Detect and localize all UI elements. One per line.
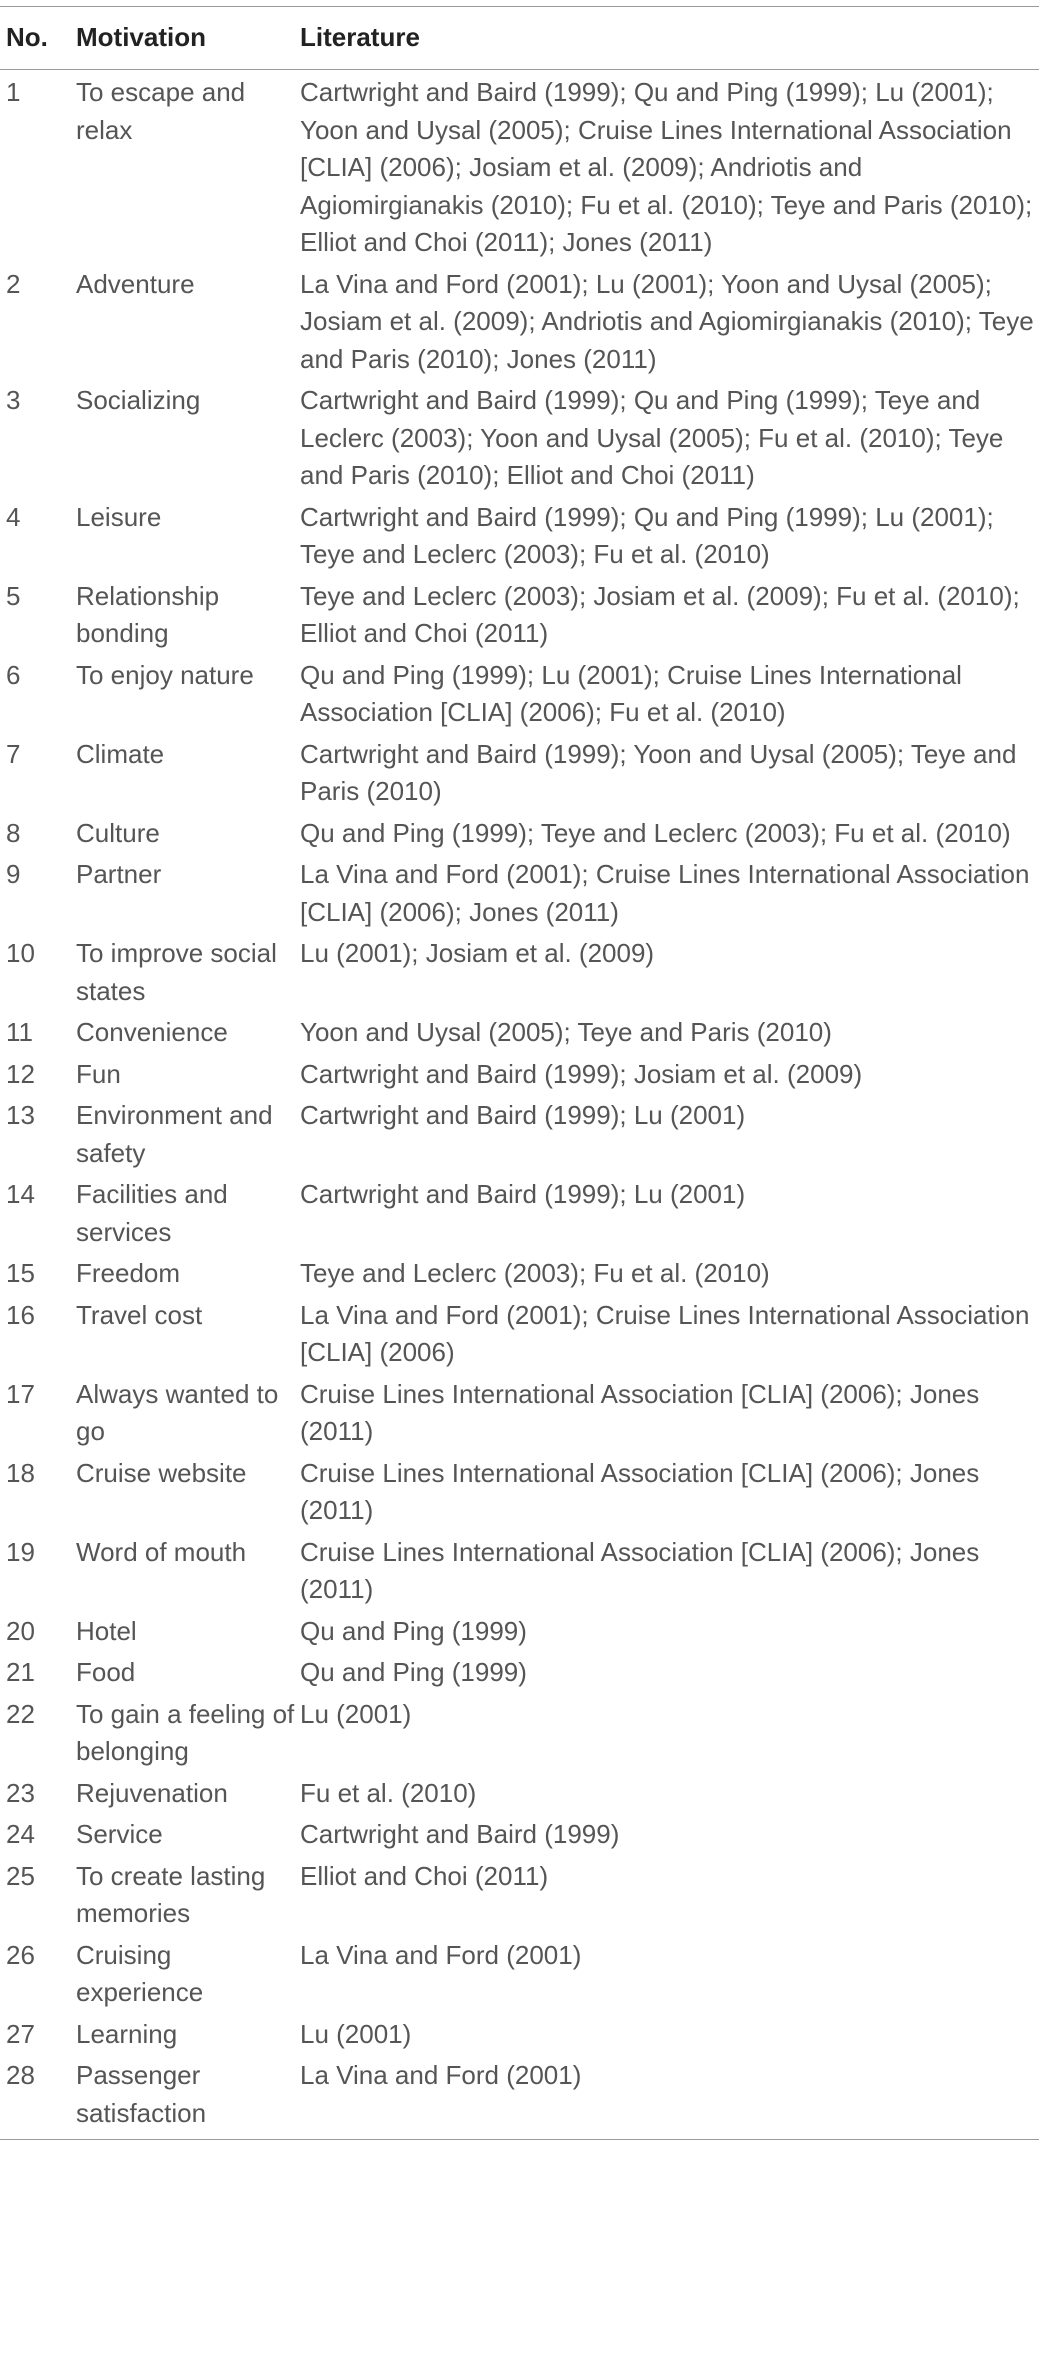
table-row <box>0 811 1039 853</box>
table-row <box>0 1172 1039 1251</box>
row-number: 21 <box>6 1657 35 1687</box>
table-row <box>0 1854 1039 1933</box>
row-literature: Qu and Ping (1999); Teye and Leclerc (2003); Fu et al. (2010) <box>300 817 1011 848</box>
row-literature: Teye and Leclerc (2003); Josiam et al. (2009); Fu et al. (2010); Elliot and Choi (2011) <box>300 580 1020 648</box>
row-number: 16 <box>6 1299 35 1330</box>
table-row <box>0 1609 1039 1651</box>
table-row <box>0 732 1039 811</box>
row-literature: Yoon and Uysal (2005); Teye and Paris (2010) <box>300 1017 832 1047</box>
row-motivation: To escape and relax <box>76 77 246 145</box>
row-literature: La Vina and Ford (2001) <box>300 1939 582 1970</box>
table-row <box>0 1692 1039 1771</box>
table-row <box>0 574 1039 653</box>
row-literature: Lu (2001) <box>300 2018 412 2049</box>
table-row <box>0 931 1039 1010</box>
row-number: 19 <box>6 1536 35 1567</box>
row-literature: La Vina and Ford (2001); Cruise Lines International Association [CLIA] (2006) <box>300 1299 1030 1367</box>
row-number: 2 <box>6 268 21 299</box>
row-literature: Lu (2001); Josiam et al. (2009) <box>300 938 655 968</box>
row-motivation: Service <box>76 1819 163 1849</box>
row-number: 14 <box>6 1179 35 1209</box>
header-motivation: Motivation <box>76 7 300 70</box>
row-literature: La Vina and Ford (2001); Cruise Lines International Association [CLIA] (2006); Jones (2011) <box>300 859 1030 927</box>
row-motivation: Freedom <box>76 1258 181 1288</box>
row-motivation: Climate <box>76 738 165 769</box>
row-number: 8 <box>6 817 21 848</box>
table-row <box>0 1771 1039 1813</box>
row-number: 24 <box>6 1819 35 1849</box>
table-row <box>0 262 1039 379</box>
table-row <box>0 1812 1039 1854</box>
table-row <box>0 2012 1039 2054</box>
row-literature: Cartwright and Baird (1999); Qu and Ping (1999); Lu (2001); Yoon and Uysal (2005); Cruise Lines International Association [CLIA] (2006); Josiam et al. (2009); Andriotis and Agiomirgianakis (2010); Fu et al. (2010); Teye and Paris (2010); Elliot and Choi (2011); Jones (2011) <box>300 77 1033 257</box>
table-row <box>0 1010 1039 1052</box>
row-motivation: Facilities and services <box>76 1179 228 1247</box>
row-literature: Cartwright and Baird (1999); Qu and Ping (1999); Teye and Leclerc (2003); Yoon and Uysal (2005); Fu et al. (2010); Teye and Paris (2010); Elliot and Choi (2011) <box>300 385 1004 490</box>
row-motivation: Hotel <box>76 1615 137 1646</box>
row-motivation: Food <box>76 1657 136 1687</box>
table-row <box>0 378 1039 495</box>
row-literature: Cartwright and Baird (1999); Lu (2001) <box>300 1179 746 1209</box>
table-row <box>0 1451 1039 1530</box>
table-row <box>0 1251 1039 1293</box>
row-number: 1 <box>6 77 21 107</box>
row-motivation: Leisure <box>76 501 162 532</box>
table-row <box>0 1530 1039 1609</box>
row-motivation: Adventure <box>76 268 195 299</box>
row-motivation: Cruising experience <box>76 1939 204 2007</box>
row-motivation: Rejuvenation <box>76 1777 228 1808</box>
row-literature: Cartwright and Baird (1999); Josiam et al. (2009) <box>300 1058 863 1089</box>
row-number: 10 <box>6 938 35 968</box>
row-motivation: Environment and safety <box>76 1100 273 1168</box>
row-number: 5 <box>6 580 21 611</box>
table-body <box>0 70 1039 2140</box>
table-row <box>0 1650 1039 1692</box>
row-literature: Qu and Ping (1999); Lu (2001); Cruise Lines International Association [CLIA] (2006); Fu et al. (2010) <box>300 659 962 727</box>
row-literature: La Vina and Ford (2001); Lu (2001); Yoon and Uysal (2005); Josiam et al. (2009); Andriotis and Agiomirgianakis (2010); Teye and Paris (2010); Jones (2011) <box>300 268 1034 374</box>
row-number: 25 <box>6 1860 35 1891</box>
row-number: 4 <box>6 501 21 532</box>
row-number: 12 <box>6 1058 35 1089</box>
row-motivation: Socializing <box>76 385 201 415</box>
row-literature: Elliot and Choi (2011) <box>300 1860 549 1891</box>
row-motivation: Partner <box>76 859 162 889</box>
table-row <box>0 1052 1039 1094</box>
row-motivation: To improve social states <box>76 938 277 1006</box>
row-motivation: Cruise website <box>76 1457 247 1488</box>
row-literature: Cartwright and Baird (1999) <box>300 1819 620 1849</box>
row-literature: Fu et al. (2010) <box>300 1777 477 1808</box>
table-row <box>0 1293 1039 1372</box>
header-no: No. <box>0 7 76 70</box>
row-number: 27 <box>6 2018 35 2049</box>
motivation-literature-table <box>0 6 1039 2140</box>
row-literature: Qu and Ping (1999) <box>300 1615 527 1646</box>
row-literature: Lu (2001) <box>300 1698 412 1729</box>
row-motivation: Travel cost <box>76 1299 203 1330</box>
row-number: 3 <box>6 385 21 415</box>
row-literature: Cartwright and Baird (1999); Qu and Ping (1999); Lu (2001); Teye and Leclerc (2003); Fu et al. (2010) <box>300 501 994 569</box>
row-number: 23 <box>6 1777 35 1808</box>
table-header <box>0 7 1039 70</box>
row-number: 22 <box>6 1698 35 1729</box>
row-literature: Qu and Ping (1999) <box>300 1657 527 1687</box>
row-motivation: To create lasting memories <box>76 1860 266 1928</box>
table-row <box>0 653 1039 732</box>
row-motivation: Learning <box>76 2018 178 2049</box>
row-number: 17 <box>6 1378 35 1409</box>
row-number: 7 <box>6 738 21 769</box>
row-motivation: Culture <box>76 817 160 848</box>
table-row <box>0 70 1039 262</box>
row-motivation: Always wanted to go <box>76 1378 279 1446</box>
row-motivation: Passenger satisfaction <box>76 2053 300 2140</box>
row-literature: Cruise Lines International Association [CLIA] (2006); Jones (2011) <box>300 1536 980 1604</box>
row-literature: Cartwright and Baird (1999); Lu (2001) <box>300 1100 746 1130</box>
row-literature: La Vina and Ford (2001) <box>300 2053 1039 2140</box>
header-row <box>0 7 1039 70</box>
row-motivation: To gain a feeling of belonging <box>76 1698 295 1766</box>
row-number: 18 <box>6 1457 35 1488</box>
row-number: 9 <box>6 859 21 889</box>
table-row <box>0 1933 1039 2012</box>
row-motivation: To enjoy nature <box>76 659 254 690</box>
row-number: 13 <box>6 1100 35 1130</box>
header-literature: Literature <box>300 7 1039 70</box>
row-motivation: Fun <box>76 1058 121 1089</box>
row-literature: Cruise Lines International Association [CLIA] (2006); Jones (2011) <box>300 1378 980 1446</box>
row-literature: Teye and Leclerc (2003); Fu et al. (2010) <box>300 1258 770 1288</box>
row-number: 6 <box>6 659 21 690</box>
row-number: 15 <box>6 1258 35 1288</box>
row-number: 11 <box>6 1017 33 1047</box>
row-motivation: Word of mouth <box>76 1536 247 1567</box>
row-literature: Cartwright and Baird (1999); Yoon and Uysal (2005); Teye and Paris (2010) <box>300 738 1017 806</box>
table-row <box>0 1372 1039 1451</box>
table-row <box>0 2053 1039 2140</box>
row-motivation: Convenience <box>76 1017 228 1047</box>
table-row <box>0 1093 1039 1172</box>
row-number: 20 <box>6 1615 35 1646</box>
row-number: 26 <box>6 1939 35 1970</box>
row-number: 28 <box>0 2053 76 2140</box>
row-literature: Cruise Lines International Association [CLIA] (2006); Jones (2011) <box>300 1457 980 1525</box>
table-row <box>0 852 1039 931</box>
table-row <box>0 495 1039 574</box>
row-motivation: Relationship bonding <box>76 580 220 648</box>
